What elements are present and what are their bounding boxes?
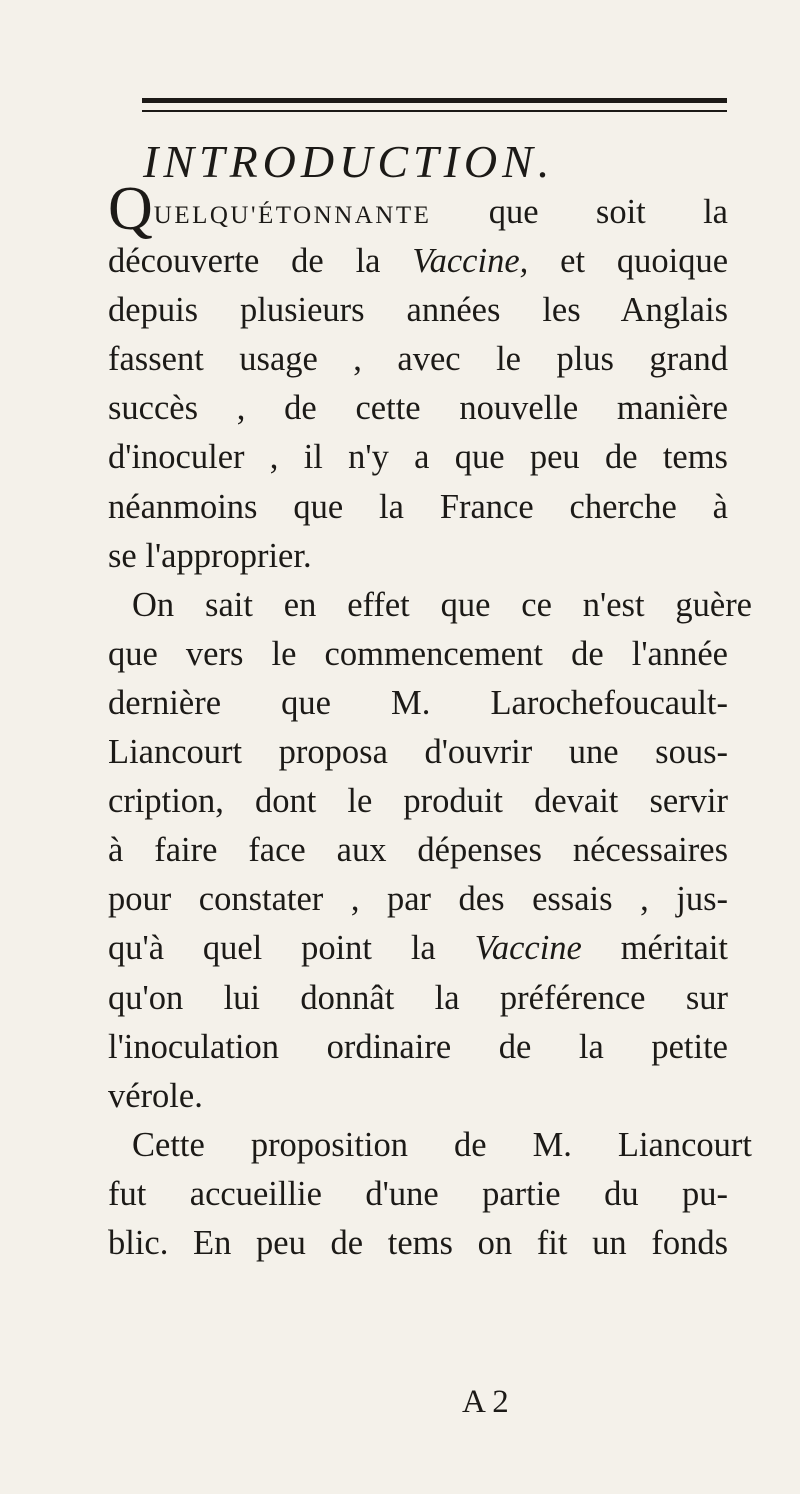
text-line-18: l'inoculation ordinaire de la petite bbox=[108, 1027, 728, 1066]
text-line-3: depuis plusieurs années les Anglais bbox=[108, 291, 728, 330]
emphasis-vaccine: Vaccine bbox=[474, 929, 582, 968]
text-line-15: pour constater , par des essais , jus- bbox=[108, 880, 728, 919]
text-line-12: Liancourt proposa d'ouvrir une sous- bbox=[108, 733, 728, 772]
text-line-5: succès , de cette nouvelle manière bbox=[108, 389, 728, 428]
body-text bbox=[108, 175, 752, 1268]
emphasis-vaccine: Vaccine, bbox=[412, 242, 529, 281]
text-line-9: On sait en effet que ce n'est guère bbox=[132, 585, 752, 624]
text-line-21: fut accueillie d'une partie du pu- bbox=[108, 1174, 728, 1213]
text-line-13: cription, dont le produit devait servir bbox=[108, 782, 728, 821]
text-line-17: qu'on lui donnât la préférence sur bbox=[108, 978, 728, 1017]
text-line-22: blic. En peu de tems on fit un fonds bbox=[108, 1223, 728, 1262]
text-line-7: néanmoins que la France cherche à bbox=[108, 487, 728, 526]
text-segment: méritait bbox=[620, 929, 729, 968]
opening-words: UELQU'ÉTONNANTE bbox=[153, 202, 432, 229]
text-segment: que soit la bbox=[488, 193, 728, 231]
text-line-4: fassent usage , avec le plus grand bbox=[108, 340, 728, 379]
text-line-2 bbox=[108, 237, 728, 286]
signature-mark: A 2 bbox=[462, 1384, 509, 1420]
drop-cap: Q bbox=[108, 175, 153, 243]
text-segment: et quoique bbox=[560, 242, 729, 281]
text-line-1 bbox=[108, 175, 728, 243]
text-line-20: Cette proposition de M. Liancourt bbox=[132, 1125, 752, 1164]
header-rule-thin bbox=[142, 110, 727, 112]
text-line-16 bbox=[108, 924, 728, 973]
text-line-11: dernière que M. Larochefoucault- bbox=[108, 683, 728, 722]
text-line-14: à faire face aux dépenses nécessaires bbox=[108, 831, 728, 870]
text-line-8: se l'approprier. bbox=[108, 536, 312, 575]
text-line-6: d'inoculer , il n'y a que peu de tems bbox=[108, 438, 728, 477]
header-rule-thick bbox=[142, 98, 727, 103]
text-line-19: vérole. bbox=[108, 1076, 203, 1115]
text-segment: qu'à quel point la bbox=[108, 929, 436, 968]
text-segment: découverte de la bbox=[108, 242, 381, 281]
text-line-10: que vers le commencement de l'année bbox=[108, 634, 728, 673]
chapter-title: INTRODUCTION. bbox=[143, 136, 555, 187]
